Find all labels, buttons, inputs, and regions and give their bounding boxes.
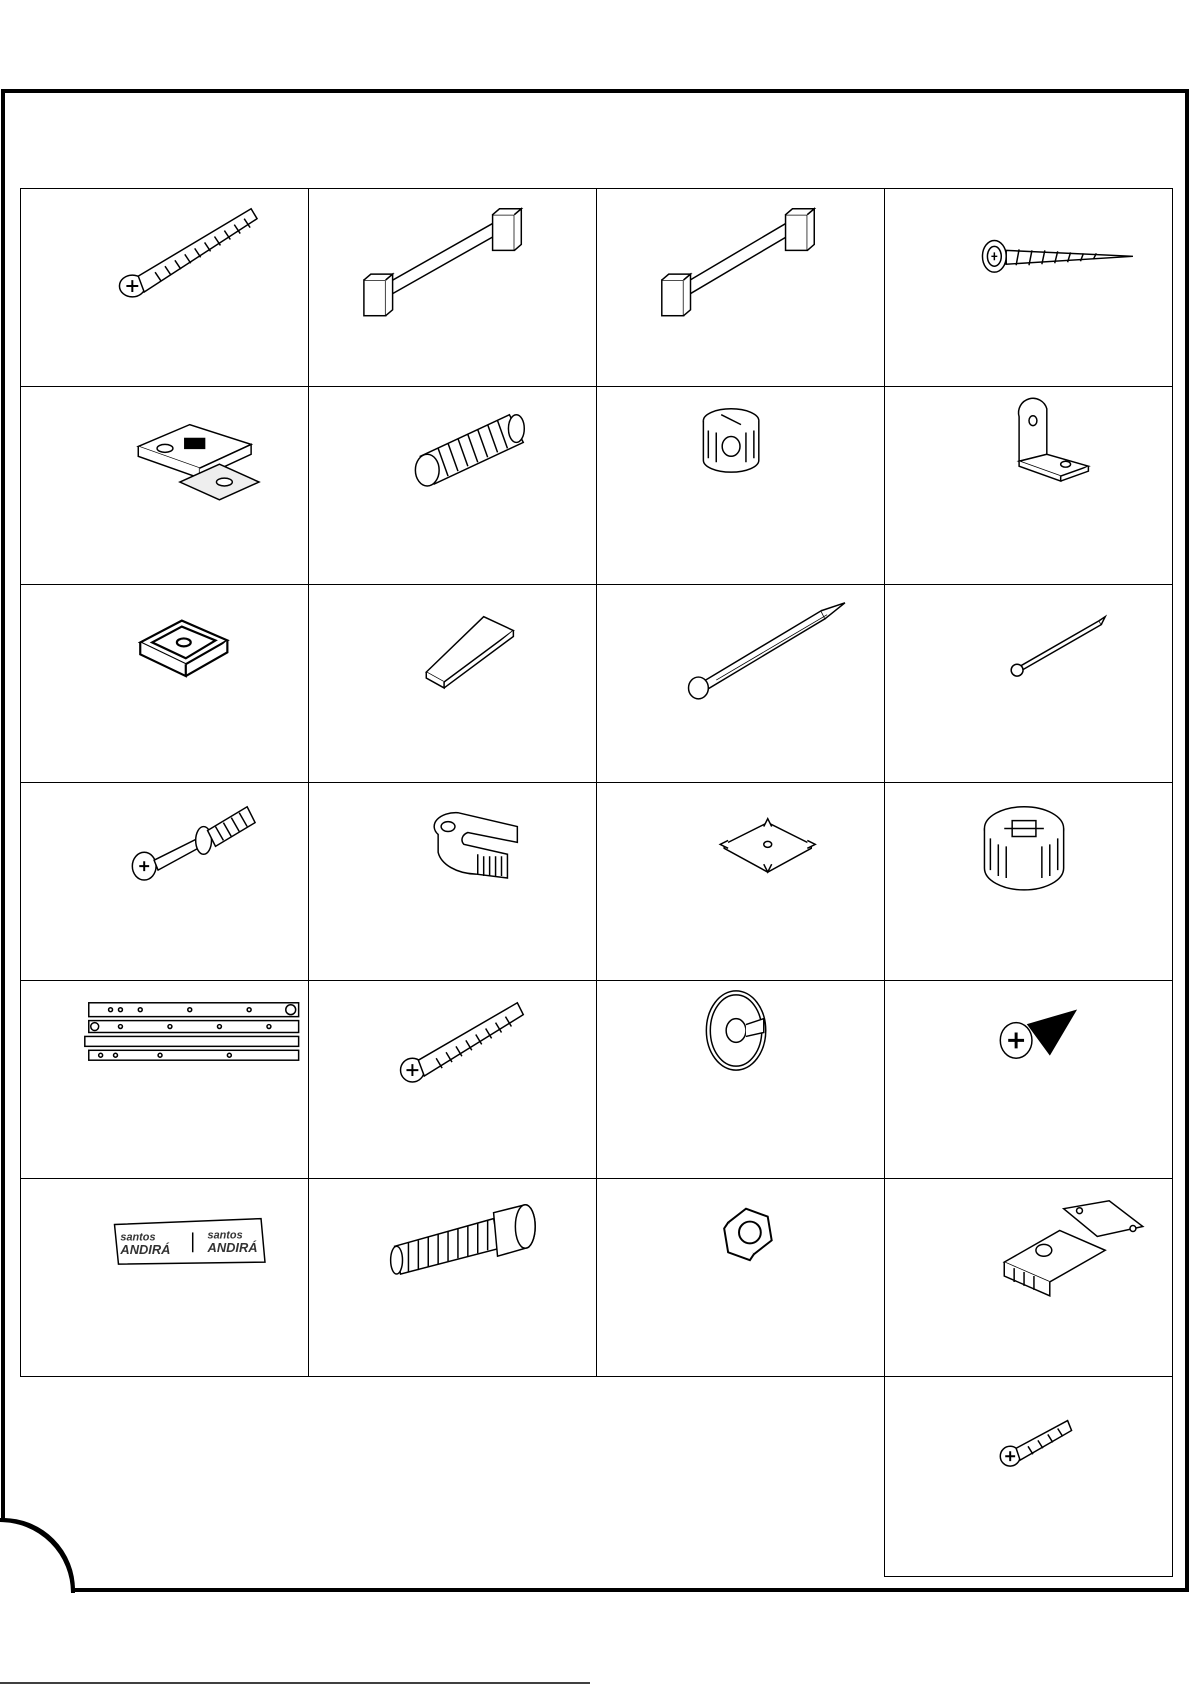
hex-nut-icon [597,1179,884,1376]
hinge-mounting-plate-icon [21,387,308,584]
part-cell-17 [20,980,309,1179]
phillips-screw-icon [309,981,596,1178]
part-cell-10 [308,584,597,783]
part-cell-15 [596,782,885,981]
part-cell-19 [596,980,885,1179]
bar-handle-icon [309,189,596,386]
knurled-bolt-icon [309,1179,596,1376]
long-nail-icon [597,585,884,782]
square-anchor-plate-icon [597,783,884,980]
part-cell-18 [308,980,597,1179]
brand-logo-text-top-2: santos [207,1229,243,1242]
part-cell-11 [596,584,885,783]
short-phillips-screw-icon [885,1377,1172,1576]
part-cell-23 [596,1178,885,1377]
wood-wedge-icon [309,585,596,782]
washer-head-screw-icon [885,189,1172,386]
part-cell-16 [884,782,1173,981]
shelf-support-clip-icon [21,585,308,782]
part-cell-9 [20,584,309,783]
brand-label-sticker-icon [21,1179,308,1376]
part-cell-2 [308,188,597,387]
drawer-slide-rails-icon [21,981,308,1178]
brand-logo-text-top: santos [120,1231,156,1244]
part-cell-25 [884,1376,1173,1577]
rod-end-support-icon [309,783,596,980]
brand-logo-text-bottom: ANDIRÁ [120,1242,171,1258]
part-cell-8 [884,386,1173,585]
part-cell-12 [884,584,1173,783]
part-cell-7 [596,386,885,585]
part-cell-5 [20,386,309,585]
part-cell-24 [884,1178,1173,1377]
cabinet-hinge-icon [885,1179,1172,1376]
part-cell-22 [308,1178,597,1377]
small-nail-icon [885,585,1172,782]
bar-handle-icon [597,189,884,386]
drywall-screw-icon [885,981,1172,1178]
cross-dowel-nut-icon [597,387,884,584]
brand-logo-text-bottom-2: ANDIRÁ [207,1240,258,1256]
part-cell-21 [20,1178,309,1377]
part-cell-13 [20,782,309,981]
part-cell-6 [308,386,597,585]
wood-dowel-icon [309,387,596,584]
minifix-bolt-icon [21,783,308,980]
long-phillips-screw-icon [21,189,308,386]
part-cell-4 [884,188,1173,387]
round-glide-icon [597,981,884,1178]
part-cell-1 [20,188,309,387]
cam-lock-icon [885,783,1172,980]
l-bracket-icon [885,387,1172,584]
part-cell-20 [884,980,1173,1179]
part-cell-14 [308,782,597,981]
part-cell-3 [596,188,885,387]
